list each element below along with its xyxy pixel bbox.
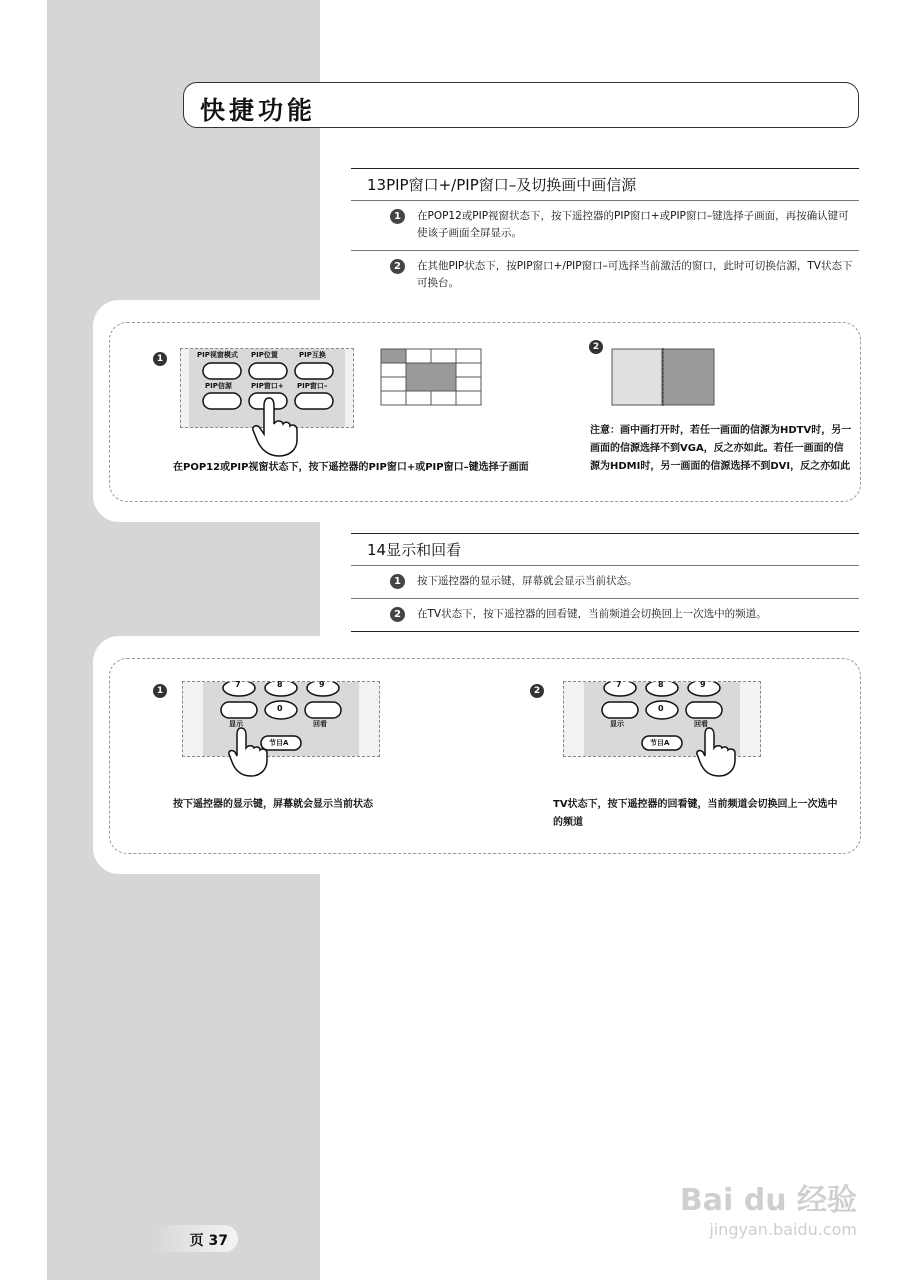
number-badge: 1	[153, 352, 167, 366]
number-badge: 2	[530, 684, 544, 698]
hand-pointer-icon	[227, 726, 277, 778]
section-14	[351, 533, 859, 632]
pop-split-diagram	[611, 348, 715, 406]
item-text: 在TV状态下，按下遥控器的回看键，当前频道会切换回上一次选中的频道。	[417, 608, 767, 620]
watermark-url: jingyan.baidu.com	[709, 1220, 857, 1239]
section-13	[351, 168, 859, 301]
watermark-logo: Bai du 经验	[679, 1183, 857, 1218]
key-label: 9	[319, 680, 325, 689]
section-heading: 13PIP窗口+/PIP窗口–及切换画中画信源	[367, 176, 637, 194]
page-title-box	[183, 82, 859, 128]
key-label: PIP窗口+	[251, 382, 284, 390]
key-label: 7	[235, 680, 241, 689]
key-label: 显示	[229, 720, 243, 728]
key-label: PIP互换	[299, 351, 326, 359]
number-badge: 2	[390, 607, 405, 622]
item-text: 在POP12或PIP视窗状态下，按下遥控器的PIP窗口+或PIP窗口–键选择子画面，再按确认键可使该子画面全屏显示。	[417, 210, 849, 239]
key-label: 回看	[694, 720, 708, 728]
caption: 按下遥控器的显示键，屏幕就会显示当前状态	[173, 799, 373, 810]
item-text: 在其他PIP状态下，按PIP窗口+/PIP窗口–可选择当前激活的窗口，此时可切换信源，TV状态下可换台。	[417, 260, 853, 289]
list-item	[351, 250, 859, 300]
caption: TV状态下，按下遥控器的回看键，当前频道会切换回上一次选中的频道	[553, 799, 838, 828]
hand-pointer-icon	[695, 726, 745, 778]
number-badge: 1	[153, 684, 167, 698]
key-label: 显示	[610, 720, 624, 728]
list-item	[351, 200, 859, 250]
page-number: 页 37	[189, 1233, 228, 1249]
key-label: 8	[277, 680, 283, 689]
key-label: PIP信源	[205, 382, 232, 390]
item-text: 按下遥控器的显示键，屏幕就会显示当前状态。	[417, 575, 638, 587]
page-number-tab	[150, 1225, 238, 1252]
key-label: 0	[658, 704, 664, 713]
list-item	[351, 565, 859, 598]
key-label: 7	[616, 680, 622, 689]
key-label: 节目A	[269, 739, 289, 747]
list-item	[351, 598, 859, 631]
hand-pointer-icon	[249, 396, 301, 458]
caption: 在POP12或PIP视窗状态下，按下遥控器的PIP窗口+或PIP窗口–键选择子画面	[173, 462, 529, 473]
note-text: 注意：画中画打开时，若任一画面的信源为HDTV时，另一画面的信源选择不到VGA，反之亦如此。若任一画面的信源为HDMI时，另一画面的信源选择不到DVI，反之亦如此	[590, 425, 852, 472]
key-label: PIP位置	[251, 351, 278, 359]
page-title: 快捷功能	[200, 96, 317, 125]
key-label: PIP窗口–	[297, 382, 328, 390]
illustration-panel-1	[93, 300, 911, 522]
illustration-panel-2	[93, 636, 911, 874]
number-badge: 2	[589, 340, 603, 354]
pip-grid-diagram	[380, 348, 482, 406]
key-label: 回看	[313, 720, 327, 728]
key-label: 9	[700, 680, 706, 689]
section-heading: 14显示和回看	[367, 541, 462, 559]
number-badge: 1	[390, 574, 405, 589]
remote-display-illustration	[182, 681, 380, 757]
key-label: 节目A	[650, 739, 670, 747]
key-label: 0	[277, 704, 283, 713]
key-label: PIP视窗模式	[197, 351, 238, 359]
number-badge: 1	[390, 209, 405, 224]
key-label: 8	[658, 680, 664, 689]
number-badge: 2	[390, 259, 405, 274]
